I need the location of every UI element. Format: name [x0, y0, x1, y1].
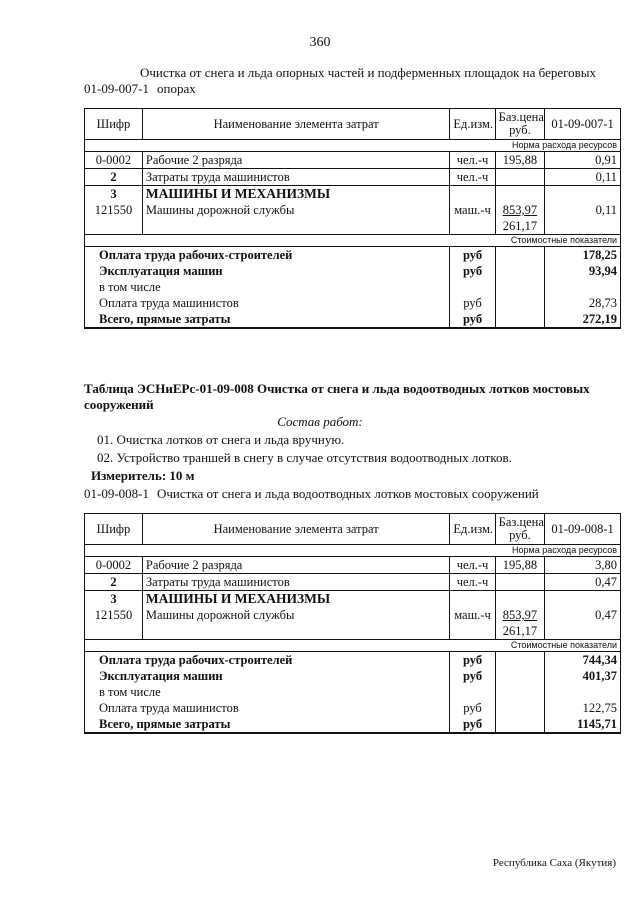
header-unit: Ед.изм.	[450, 514, 495, 545]
cost-value: 28,73	[545, 295, 621, 311]
cost-row	[85, 311, 621, 328]
header-price-line2: руб.	[509, 123, 531, 137]
cost-label: Оплата труда рабочих-строителей	[85, 652, 450, 669]
cost-unit: руб	[450, 295, 495, 311]
row-unit: чел.-ч	[450, 574, 495, 591]
norm-banner: Норма расхода ресурсов	[85, 545, 621, 557]
row-value: 3,80	[545, 557, 621, 574]
row-price: 195,88	[495, 557, 544, 574]
section2-code: 01-09-008-1	[84, 486, 149, 501]
cost-row	[85, 295, 621, 311]
row-price: 195,88	[495, 152, 544, 169]
row-price-secondary: 261,17	[502, 219, 538, 233]
cost-label: Всего, прямые затраты	[85, 716, 450, 733]
work-item-1: 01. Очистка лотков от снега и льда вручную.	[97, 432, 345, 447]
cost-banner-row	[85, 235, 621, 247]
header-code: Шифр	[85, 109, 143, 140]
row-value: 0,11	[545, 169, 621, 186]
header-price-line1: Баз.цена	[498, 110, 544, 124]
table-row	[85, 186, 621, 203]
section1-code: 01-09-007-1	[84, 81, 149, 96]
cost-banner-row	[85, 640, 621, 652]
header-price-line2: руб.	[509, 528, 531, 542]
table-header-row	[85, 109, 621, 140]
norm-banner-row	[85, 140, 621, 152]
row-value: 0,47	[545, 574, 621, 591]
row-unit: чел.-ч	[450, 557, 495, 574]
row-price-secondary: 261,17	[502, 624, 538, 638]
cost-row	[85, 700, 621, 716]
cost-row	[85, 279, 621, 295]
row-unit: маш.-ч	[450, 607, 495, 640]
row-value: 0,11	[545, 202, 621, 235]
cost-unit: руб	[450, 263, 495, 279]
table-header-row	[85, 514, 621, 545]
cost-banner: Стоимостные показатели	[85, 640, 621, 652]
table-row	[85, 557, 621, 574]
cost-label: Оплата труда машинистов	[85, 700, 450, 716]
row-value: 0,47	[545, 607, 621, 640]
cost-unit: руб	[450, 668, 495, 684]
footer-region: Республика Саха (Якутия)	[492, 857, 616, 869]
table-row	[85, 574, 621, 591]
row-name: Машины дорожной службы	[142, 202, 449, 235]
section1-title-line1: Очистка от снега и льда опорных частей и подферменных площадок на береговых	[140, 65, 597, 80]
row-price	[495, 574, 544, 591]
row-code: 0-0002	[85, 152, 143, 169]
cost-unit: руб	[450, 652, 495, 669]
row-code: 0-0002	[85, 557, 143, 574]
header-price	[495, 514, 544, 545]
row-code: 3	[85, 186, 143, 203]
header-name: Наименование элемента затрат	[142, 109, 449, 140]
norm-banner: Норма расхода ресурсов	[85, 140, 621, 152]
cost-row	[85, 263, 621, 279]
row-unit: маш.-ч	[450, 202, 495, 235]
cost-value: 122,75	[545, 700, 621, 716]
table-row	[85, 169, 621, 186]
section2-heading-line1: Таблица ЭСНиЕРс-01-09-008 Очистка от снега и льда водоотводных лотков мостовых	[84, 381, 590, 396]
header-code: Шифр	[85, 514, 143, 545]
row-name: Рабочие 2 разряда	[142, 152, 449, 169]
row-code: 121550	[85, 607, 143, 640]
cost-row	[85, 684, 621, 700]
cost-unit: руб	[450, 311, 495, 328]
cost-label: Оплата труда машинистов	[85, 295, 450, 311]
cost-row	[85, 668, 621, 684]
row-name: Рабочие 2 разряда	[142, 557, 449, 574]
table-row	[85, 202, 621, 235]
row-name: Затраты труда машинистов	[142, 169, 449, 186]
cost-label: Эксплуатация машин	[85, 263, 450, 279]
row-unit: чел.-ч	[450, 169, 495, 186]
header-price	[495, 109, 544, 140]
cost-value: 178,25	[545, 247, 621, 264]
cost-value: 1145,71	[545, 716, 621, 733]
cost-label: в том числе	[85, 684, 450, 700]
table-row	[85, 152, 621, 169]
row-code: 2	[85, 169, 143, 186]
cost-row	[85, 247, 621, 264]
work-item-2: 02. Устройство траншей в снегу в случае отсутствия водоотводных лотков.	[97, 450, 512, 465]
row-name: МАШИНЫ И МЕХАНИЗМЫ	[142, 186, 449, 203]
table-row	[85, 591, 621, 608]
row-price	[495, 169, 544, 186]
row-name: Машины дорожной службы	[142, 607, 449, 640]
page-number: 360	[309, 35, 331, 50]
cost-value: 272,19	[545, 311, 621, 328]
cost-banner: Стоимостные показатели	[85, 235, 621, 247]
row-price-base: 853,97	[502, 608, 538, 622]
measurer: Измеритель: 10 м	[91, 468, 195, 483]
section2-heading-line2: сооружений	[84, 397, 154, 412]
row-price	[495, 202, 544, 235]
header-name: Наименование элемента затрат	[142, 514, 449, 545]
cost-row	[85, 652, 621, 669]
row-name: МАШИНЫ И МЕХАНИЗМЫ	[142, 591, 449, 608]
cost-unit: руб	[450, 247, 495, 264]
header-norm: 01-09-008-1	[545, 514, 621, 545]
cost-row	[85, 716, 621, 733]
cost-unit: руб	[450, 700, 495, 716]
cost-table-2	[84, 513, 621, 734]
cost-value: 744,34	[545, 652, 621, 669]
header-unit: Ед.изм.	[450, 109, 495, 140]
cost-label: Эксплуатация машин	[85, 668, 450, 684]
cost-table-1	[84, 108, 621, 329]
row-code: 3	[85, 591, 143, 608]
norm-banner-row	[85, 545, 621, 557]
cost-value: 93,94	[545, 263, 621, 279]
cost-label: Оплата труда рабочих-строителей	[85, 247, 450, 264]
row-price	[495, 607, 544, 640]
row-unit: чел.-ч	[450, 152, 495, 169]
row-code: 2	[85, 574, 143, 591]
row-price-base: 853,97	[502, 203, 538, 217]
cost-unit: руб	[450, 716, 495, 733]
row-code: 121550	[85, 202, 143, 235]
works-title: Состав работ:	[277, 414, 363, 429]
section2-title: Очистка от снега и льда водоотводных лотков мостовых сооружений	[157, 486, 539, 501]
header-price-line1: Баз.цена	[498, 515, 544, 529]
cost-value: 401,37	[545, 668, 621, 684]
header-norm: 01-09-007-1	[545, 109, 621, 140]
cost-label: в том числе	[85, 279, 450, 295]
section1-title-line2: опорах	[157, 81, 196, 96]
row-name: Затраты труда машинистов	[142, 574, 449, 591]
row-value: 0,91	[545, 152, 621, 169]
cost-label: Всего, прямые затраты	[85, 311, 450, 328]
table-row	[85, 607, 621, 640]
